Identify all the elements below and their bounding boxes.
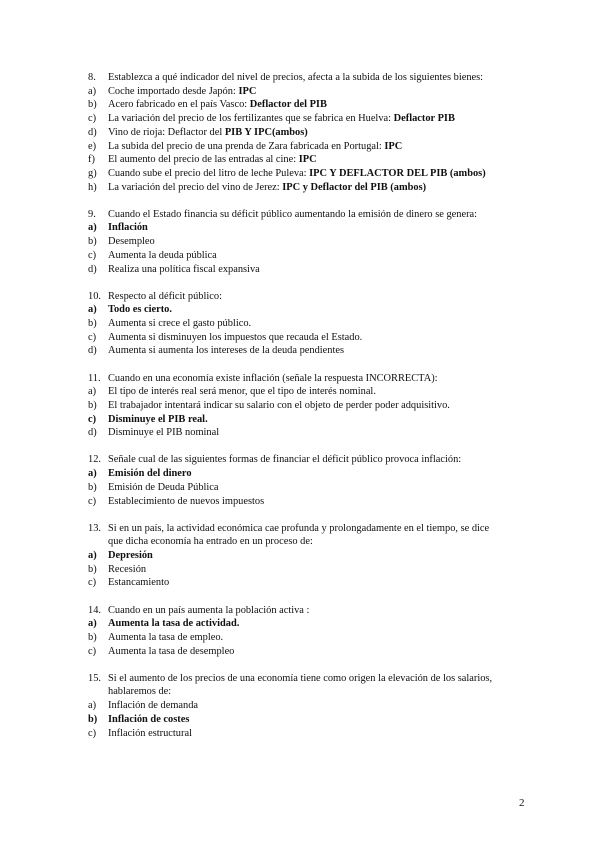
option-text: El trabajador intentará indicar su salario con el objeto de perder poder adquisitivo.: [108, 399, 450, 411]
question-number: 13.: [88, 522, 101, 534]
option-text: El aumento del precio de las entradas al cine:: [108, 154, 299, 166]
option-letter: g): [88, 167, 97, 179]
answer-option: [88, 385, 528, 399]
question-text: Cuando en un país aumenta la población activa :: [108, 604, 310, 616]
option-letter: b): [88, 631, 97, 643]
option-letter: a): [88, 550, 97, 562]
option-letter: h): [88, 181, 97, 193]
option-letter: b): [88, 399, 97, 411]
option-text: Aumenta si aumenta los intereses de la deuda pendientes: [108, 345, 345, 357]
option-letter: d): [88, 427, 97, 439]
option-text: Disminuye el PIB real.: [108, 413, 208, 425]
option-text: La variación del precio del vino de Jerez:: [108, 181, 283, 193]
option-text: Desempleo: [108, 236, 155, 248]
option-letter: a): [88, 468, 97, 480]
answer-option: [88, 344, 528, 358]
option-letter: e): [88, 140, 97, 152]
answer-option: [88, 495, 528, 509]
option-text: Estancamiento: [108, 577, 170, 589]
option-text: Aumenta la deuda pública: [108, 249, 217, 261]
option-text: Inflación estructural: [108, 727, 192, 739]
question-stem: [88, 290, 528, 304]
option-text: Establecimiento de nuevos impuestos: [108, 495, 265, 507]
option-letter: a): [88, 618, 97, 630]
question-stem: [88, 672, 528, 686]
question: [88, 290, 528, 359]
answer-option: [88, 249, 528, 263]
answer-option: [88, 153, 528, 167]
option-letter: a): [88, 222, 97, 234]
option-letter: c): [88, 645, 97, 657]
question-text: Si en un país, la actividad económica cae profunda y prolongadamente en el tiempo, se dice: [108, 522, 490, 534]
question: [88, 208, 528, 277]
question-text-continued: que dicha economía ha entrado en un proceso de:: [108, 536, 313, 548]
question-stem: [88, 604, 528, 618]
option-letter: c): [88, 495, 97, 507]
option-answer: Deflactor PIB: [393, 113, 455, 125]
option-answer: IPC Y DEFLACTOR DEL PIB (ambos): [309, 167, 486, 179]
option-letter: c): [88, 413, 97, 425]
answer-option-correct: [88, 413, 528, 427]
page-number: 2: [519, 797, 525, 809]
answer-option: [88, 317, 528, 331]
answer-option-correct: [88, 713, 528, 727]
option-letter: d): [88, 126, 97, 138]
answer-option: [88, 98, 528, 112]
answer-option-correct: [88, 467, 528, 481]
option-text: Aumenta si crece el gasto público.: [108, 318, 252, 330]
answer-option: [88, 126, 528, 140]
option-text: Coche importado desde Japón:: [108, 85, 239, 97]
option-letter: b): [88, 236, 97, 248]
answer-option-correct: [88, 303, 528, 317]
option-answer: IPC: [384, 140, 403, 152]
answer-option: [88, 727, 528, 741]
answer-option: [88, 645, 528, 659]
option-text: Inflación: [108, 222, 148, 234]
question: [88, 604, 528, 659]
option-letter: c): [88, 577, 97, 589]
option-text: Aumenta la tasa de actividad.: [108, 618, 240, 630]
question-stem: [88, 522, 528, 536]
question-number: 11.: [88, 372, 101, 384]
question-text-continued: hablaremos de:: [108, 686, 172, 698]
option-letter: b): [88, 563, 97, 575]
option-letter: c): [88, 249, 97, 261]
option-letter: c): [88, 727, 97, 739]
option-text: Inflación de costes: [108, 713, 190, 725]
question-number: 12.: [88, 454, 101, 466]
answer-option: [88, 181, 528, 195]
answer-option-correct: [88, 617, 528, 631]
answer-option: [88, 631, 528, 645]
option-letter: d): [88, 263, 97, 275]
option-text: La variación del precio de los fertilizantes que se fabrica en Huelva:: [108, 113, 394, 125]
option-text: El tipo de interés real será menor, que el tipo de interés nominal.: [108, 386, 376, 398]
option-letter: b): [88, 481, 97, 493]
option-letter: b): [88, 713, 98, 725]
answer-option: [88, 699, 528, 713]
option-text: Emisión del dinero: [108, 468, 192, 480]
answer-option: [88, 563, 528, 577]
option-text: Recesión: [108, 563, 147, 575]
question: [88, 522, 528, 591]
option-text: Vino de rioja: Deflactor del: [108, 126, 225, 138]
option-text: Todo es cierto.: [108, 304, 172, 316]
question: [88, 672, 528, 741]
answer-option-correct: [88, 221, 528, 235]
option-text: Depresión: [108, 550, 153, 562]
option-text: Cuando sube el precio del litro de leche Puleva:: [108, 167, 310, 179]
answer-option: [88, 85, 528, 99]
option-text: Aumenta si disminuyen los impuestos que recauda el Estado.: [108, 331, 363, 343]
option-letter: a): [88, 386, 97, 398]
question-text: Establezca a qué indicador del nivel de precios, afecta a la subida de los siguientes bienes:: [108, 72, 484, 83]
question-number: 14.: [88, 604, 101, 616]
question-number: 9.: [88, 208, 96, 220]
answer-option: [88, 481, 528, 495]
question-text: Cuando el Estado financia su déficit público aumentando la emisión de dinero se genera:: [108, 208, 478, 220]
option-letter: c): [88, 331, 97, 343]
option-answer: IPC: [298, 154, 317, 166]
option-letter: a): [88, 85, 97, 97]
option-answer: PIB Y IPC(ambos): [224, 126, 308, 138]
option-letter: b): [88, 318, 97, 330]
option-letter: b): [88, 99, 97, 111]
answer-option: [88, 399, 528, 413]
question-number: 10.: [88, 290, 101, 302]
option-letter: a): [88, 700, 97, 712]
question-text: Señale cual de las siguientes formas de financiar el déficit público provoca inflación:: [108, 454, 462, 466]
option-text: Emisión de Deuda Pública: [108, 481, 219, 493]
question: [88, 71, 528, 194]
option-answer: IPC y Deflactor del PIB (ambos): [282, 181, 427, 193]
question: [88, 372, 528, 441]
question-stem: [88, 372, 528, 386]
option-text: Aumenta la tasa de empleo.: [108, 631, 224, 643]
question-list: [88, 71, 528, 754]
answer-option: [88, 167, 528, 181]
question-stem: [88, 71, 528, 85]
option-answer: IPC: [238, 85, 257, 97]
option-letter: f): [88, 154, 95, 166]
answer-option: [88, 235, 528, 249]
question-text: Cuando en una economía existe inflación (señale la respuesta INCORRECTA):: [108, 372, 438, 384]
question-stem: [88, 208, 528, 222]
question: [88, 453, 528, 508]
answer-option-correct: [88, 549, 528, 563]
question-text: Si el aumento de los precios de una economía tiene como origen la elevación de los salarios,: [108, 672, 493, 684]
option-letter: d): [88, 345, 97, 357]
answer-option: [88, 112, 528, 126]
answer-option: [88, 426, 528, 440]
option-text: Acero fabricado en el país Vasco:: [108, 99, 250, 111]
answer-option: [88, 140, 528, 154]
question-number: 15.: [88, 672, 101, 684]
option-letter: c): [88, 113, 97, 125]
question-number: 8.: [88, 72, 96, 83]
option-text: Aumenta la tasa de desempleo: [108, 645, 235, 657]
option-text: Realiza una política fiscal expansiva: [108, 263, 260, 275]
option-letter: a): [88, 304, 97, 316]
answer-option: [88, 331, 528, 345]
answer-option: [88, 263, 528, 277]
option-answer: Deflactor del PIB: [249, 99, 327, 111]
answer-option: [88, 576, 528, 590]
option-text: Inflación de demanda: [108, 700, 199, 712]
option-text: La subida del precio de una prenda de Zara fabricada en Portugal:: [108, 140, 385, 152]
option-text: Disminuye el PIB nominal: [108, 427, 220, 439]
question-text: Respecto al déficit público:: [108, 290, 222, 302]
question-stem: [88, 453, 528, 467]
